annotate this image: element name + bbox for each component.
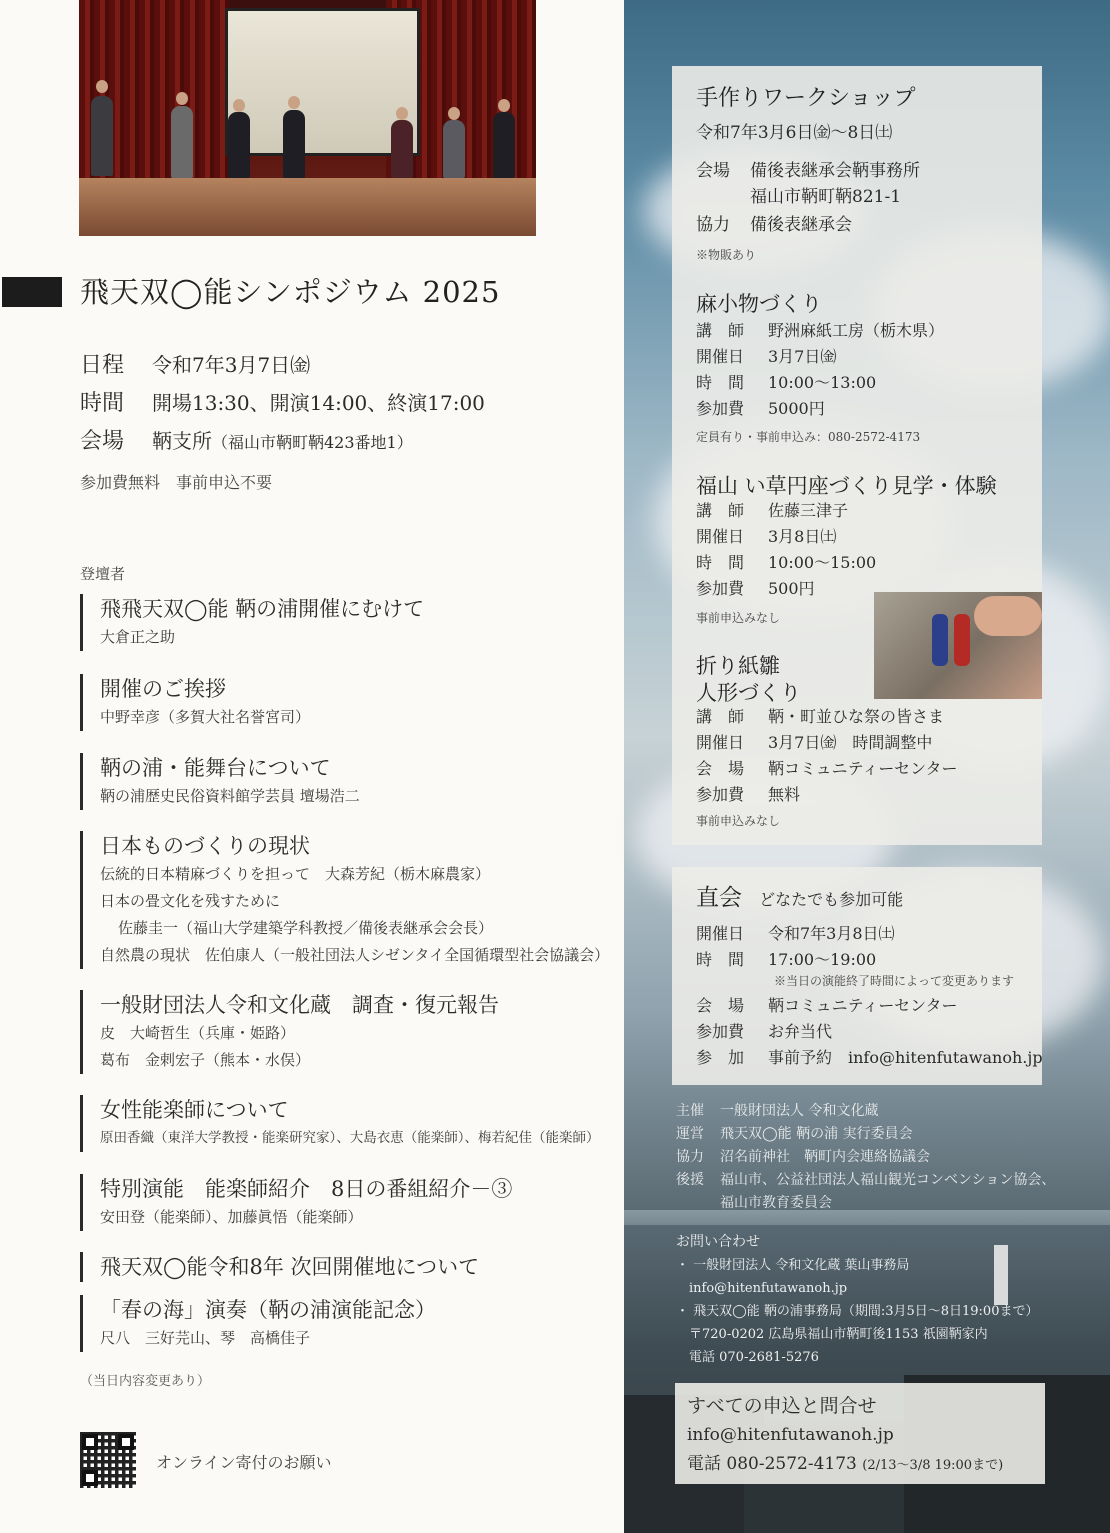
workshop-row bbox=[696, 704, 957, 730]
workshop-item-title: 麻小物づくり bbox=[696, 292, 822, 316]
stage-floor bbox=[79, 178, 536, 236]
workshop-item-rows bbox=[696, 318, 944, 422]
session-speaker: 尺八 三好芫山、琴 高橋佳子 bbox=[100, 1329, 311, 1347]
row-value: 鞆コミュニティーセンター bbox=[768, 996, 958, 1015]
panelist-head bbox=[96, 80, 108, 93]
all-inquiries-phone-note: (2/13～3/8 19:00まで) bbox=[862, 1458, 1004, 1473]
row-label: 時 間 bbox=[696, 553, 745, 572]
organizer-role: 主催 bbox=[676, 1103, 704, 1119]
workshop-item-note: 事前申込みなし bbox=[696, 814, 781, 828]
schedule-value: 令和7年3月7日㈮ bbox=[152, 353, 311, 377]
workshop-note: ※物販あり bbox=[696, 248, 757, 262]
naorai-row bbox=[696, 921, 1043, 947]
schedule-label: 日程 bbox=[80, 353, 125, 378]
naorai-rows bbox=[696, 921, 1043, 1071]
donation-link[interactable]: オンライン寄付のお願い bbox=[156, 1453, 332, 1472]
workshop-row bbox=[696, 370, 944, 396]
row-value: 佐藤三津子 bbox=[768, 501, 849, 520]
organizer-row bbox=[676, 1192, 1096, 1215]
panelist bbox=[283, 110, 305, 178]
workshop-row bbox=[696, 344, 944, 370]
organizer-row bbox=[676, 1169, 1096, 1192]
panelist bbox=[171, 106, 193, 178]
contact-address: 〒720-0202 広島県福山市鞆町後1153 祇園鞆家内 bbox=[676, 1327, 988, 1342]
contact-line: ・ 一般財団法人 令和文化蔵 葉山事務局 bbox=[676, 1258, 910, 1273]
session-item bbox=[80, 594, 600, 651]
session-speaker: 葛布 金剌宏子（熊本・水俣） bbox=[100, 1051, 311, 1069]
workshop-row bbox=[696, 396, 944, 422]
organizer-row bbox=[676, 1123, 1096, 1146]
hina-doll-photo bbox=[874, 592, 1042, 699]
naorai-panel bbox=[672, 867, 1042, 1085]
title-accent-bar bbox=[2, 277, 62, 307]
row-value: 10:00～13:00 bbox=[768, 373, 877, 392]
row-value: 500円 bbox=[768, 579, 815, 598]
row-value: 令和7年3月8日㈯ bbox=[768, 924, 895, 943]
changes-note: （当日内容変更あり） bbox=[80, 1374, 211, 1389]
row-label: 参加費 bbox=[696, 579, 745, 598]
organizer-name: 福山市教育委員会 bbox=[720, 1195, 832, 1211]
workshop-row bbox=[696, 550, 876, 576]
row-value: 鞆・町並ひな祭の皆さま bbox=[768, 707, 945, 726]
contact-phone[interactable]: 電話 070-2681-5276 bbox=[676, 1350, 819, 1365]
panelist-head bbox=[233, 99, 245, 112]
panelist bbox=[91, 96, 113, 176]
fee-note: 参加費無料 事前申込不要 bbox=[80, 473, 273, 492]
panelist bbox=[493, 112, 515, 178]
workshop-coop: 備後表継承会 bbox=[750, 215, 852, 235]
panelist-head bbox=[176, 92, 188, 105]
panelist-head bbox=[498, 99, 510, 112]
naorai-sub: どなたでも参加可能 bbox=[759, 890, 904, 909]
session-speaker: 中野幸彦（多賀大社名誉宮司） bbox=[100, 708, 311, 726]
organizer-name: 沼名前神社 鞆町内会連絡協議会 bbox=[720, 1149, 930, 1165]
session-title: 鞆の浦・能舞台について bbox=[100, 756, 331, 780]
naorai-row bbox=[696, 947, 1043, 973]
workshop-item-title: 福山 い草円座づくり見学・体験 bbox=[696, 474, 997, 498]
naorai-row bbox=[696, 993, 1043, 1019]
row-value: お弁当代 bbox=[768, 1022, 833, 1041]
organizer-role: 後援 bbox=[676, 1172, 704, 1188]
row-label: 講 師 bbox=[696, 321, 745, 340]
panelist-head bbox=[396, 107, 408, 120]
session-item bbox=[80, 1252, 600, 1282]
row-label: 参加費 bbox=[696, 785, 745, 804]
row-value: 3月7日㈮ bbox=[768, 347, 837, 366]
naorai-time-note: ※当日の演能終了時間によって変更あります bbox=[774, 974, 1015, 988]
qr-code-icon[interactable] bbox=[80, 1432, 136, 1488]
workshop-address: 福山市鞆町鞆821-1 bbox=[750, 187, 902, 207]
naorai-header bbox=[696, 879, 903, 912]
session-title: 一般財団法人令和文化蔵 調査・復元報告 bbox=[100, 993, 499, 1017]
session-speaker: 鞆の浦歴史民俗資料館学芸員 壇場浩二 bbox=[100, 787, 360, 805]
row-label: 時 間 bbox=[696, 950, 745, 969]
row-value: 10:00～15:00 bbox=[768, 553, 877, 572]
contact-email[interactable]: info@hitenfutawanoh.jp bbox=[676, 1281, 848, 1296]
row-label: 会 場 bbox=[696, 759, 745, 778]
row-value: 事前予約 info@hitenfutawanoh.jp bbox=[768, 1048, 1043, 1067]
row-label: 開催日 bbox=[696, 347, 745, 366]
session-item bbox=[80, 1295, 600, 1352]
row-label: 開催日 bbox=[696, 733, 745, 752]
row-value: 鞆コミュニティーセンター bbox=[768, 759, 958, 778]
session-speaker: 佐藤圭一（福山大学建築学科教授／備後表継承会会長） bbox=[118, 919, 494, 937]
organizers bbox=[676, 1100, 1096, 1215]
workshop-row bbox=[696, 576, 876, 602]
session-speaker: 伝統的日本精麻づくりを担って 大森芳紀（栃木麻農家） bbox=[100, 865, 491, 883]
session-item bbox=[80, 831, 610, 969]
row-value: 17:00～19:00 bbox=[768, 950, 877, 969]
row-label: 講 師 bbox=[696, 707, 745, 726]
row-label: 会 場 bbox=[696, 996, 745, 1015]
row-label: 参加費 bbox=[696, 1022, 745, 1041]
workshop-item-rows bbox=[696, 498, 876, 602]
session-item bbox=[80, 1095, 600, 1152]
row-value: 5000円 bbox=[768, 399, 825, 418]
workshop-row bbox=[696, 524, 876, 550]
row-value: 3月8日㈯ bbox=[768, 527, 837, 546]
contact-heading: お問い合わせ bbox=[676, 1234, 760, 1250]
workshop-row bbox=[696, 498, 876, 524]
schedule-row bbox=[80, 348, 600, 379]
session-speaker: 日本の畳文化を残すために bbox=[100, 892, 281, 910]
session-title: 開催のご挨拶 bbox=[100, 677, 226, 701]
time-value: 開場13:30、開演14:00、終演17:00 bbox=[152, 391, 485, 415]
workshop-row bbox=[696, 782, 957, 808]
all-inquiries-heading: すべての申込と問合せ bbox=[687, 1395, 877, 1417]
organizer-row bbox=[676, 1146, 1096, 1169]
session-speaker: 大倉正之助 bbox=[100, 628, 176, 646]
organizer-name: 一般財団法人 令和文化蔵 bbox=[720, 1103, 879, 1119]
session-speaker: 安田登（能楽師）、加藤眞悟（能楽師） bbox=[100, 1208, 363, 1226]
session-title: 飛天双◯能令和8年 次回開催地について bbox=[100, 1255, 480, 1279]
contact-section bbox=[676, 1231, 1096, 1369]
organizer-role: 協力 bbox=[676, 1149, 704, 1165]
all-inquiries-phone-row bbox=[687, 1450, 1033, 1480]
all-inquiries-phone[interactable]: 電話 080-2572-4173 bbox=[687, 1454, 857, 1474]
session-item bbox=[80, 1174, 600, 1231]
venue-value: 鞆支所 bbox=[152, 429, 212, 453]
time-label: 時間 bbox=[80, 391, 125, 416]
session-speaker: 自然農の現状 佐伯康人（一般社団法人シゼンタイ全国循環型社会協議会） bbox=[100, 946, 610, 964]
page-title: 飛天双◯能シンポジウム 2025 bbox=[80, 275, 501, 309]
session-title: 「春の海」演奏（鞆の浦演能記念） bbox=[100, 1298, 436, 1322]
panelist-head bbox=[448, 107, 460, 120]
workshop-venue: 備後表継承会鞆事務所 bbox=[750, 161, 920, 181]
workshop-coop-row bbox=[696, 212, 852, 238]
symposium-photo bbox=[79, 0, 536, 236]
workshop-venue-row bbox=[696, 158, 920, 184]
naorai-row bbox=[696, 1019, 1043, 1045]
panelist bbox=[391, 120, 413, 178]
all-inquiries-box bbox=[675, 1383, 1045, 1484]
session-title: 女性能楽師について bbox=[100, 1098, 289, 1122]
panelist bbox=[228, 112, 250, 178]
session-title: 日本ものづくりの現状 bbox=[100, 834, 310, 858]
session-item bbox=[80, 674, 600, 731]
workshop-row bbox=[696, 318, 944, 344]
workshop-dates: 令和7年3月6日㈮～8日㈯ bbox=[696, 123, 893, 143]
workshop-venue-label: 会場 bbox=[696, 161, 730, 181]
all-inquiries-email[interactable]: info@hitenfutawanoh.jp bbox=[687, 1425, 894, 1445]
workshop-item-note: 定員有り・事前申込み：080-2572-4173 bbox=[696, 430, 921, 444]
doll-figure bbox=[932, 614, 948, 666]
organizer-name: 福山市、公益社団法人福山観光コンベンション協会、 bbox=[720, 1172, 1056, 1188]
venue-row bbox=[80, 424, 600, 455]
workshop-item-rows bbox=[696, 704, 957, 808]
time-row bbox=[80, 386, 600, 417]
row-label: 参加費 bbox=[696, 399, 745, 418]
naorai-heading: 直会 bbox=[696, 885, 742, 911]
session-speaker: 原田香織（東洋大学教授・能楽研究家）、大島衣恵（能楽師）、梅若紀佳（能楽師） bbox=[100, 1130, 600, 1146]
row-label: 開催日 bbox=[696, 924, 745, 943]
doll-figure bbox=[954, 614, 970, 666]
row-value: 3月7日㈮ 時間調整中 bbox=[768, 733, 933, 752]
panelist bbox=[443, 120, 465, 178]
workshop-item-title: 折り紙雛 bbox=[696, 654, 780, 678]
workshop-row bbox=[696, 756, 957, 782]
workshop-item-note: 事前申込みなし bbox=[696, 611, 781, 625]
panelist-head bbox=[288, 96, 300, 109]
row-value: 無料 bbox=[768, 785, 801, 804]
naorai-row bbox=[696, 1045, 1043, 1071]
session-title: 特別演能 能楽師紹介 8日の番組紹介－③ bbox=[100, 1177, 513, 1201]
session-title: 飛飛天双◯能 鞆の浦開催にむけて bbox=[100, 597, 425, 621]
contact-line: ・ 飛天双◯能 鞆の浦事務局（期間:3月5日～8日19:00まで） bbox=[676, 1304, 1039, 1319]
workshop-item-title-2: 人形づくり bbox=[696, 681, 801, 705]
speakers-label: 登壇者 bbox=[80, 565, 126, 583]
row-label: 参 加 bbox=[696, 1048, 745, 1067]
workshop-coop-label: 協力 bbox=[696, 215, 730, 235]
session-item bbox=[80, 990, 600, 1074]
row-label: 時 間 bbox=[696, 373, 745, 392]
organizer-name: 飛天双◯能 鞆の浦 実行委員会 bbox=[720, 1126, 913, 1142]
workshop-row bbox=[696, 730, 957, 756]
organizer-role: 運営 bbox=[676, 1126, 704, 1142]
session-item bbox=[80, 753, 600, 810]
workshop-panel bbox=[672, 66, 1042, 845]
row-label: 講 師 bbox=[696, 501, 745, 520]
venue-label: 会場 bbox=[80, 429, 125, 454]
organizer-row bbox=[676, 1100, 1096, 1123]
venue-address: （福山市鞆町鞆423番地1） bbox=[212, 433, 413, 452]
hand-shape bbox=[974, 596, 1042, 636]
row-value: 野洲麻紙工房（栃木県） bbox=[768, 321, 945, 340]
row-label: 開催日 bbox=[696, 527, 745, 546]
workshop-heading: 手作りワークショップ bbox=[696, 86, 916, 111]
session-speaker: 皮 大崎哲生（兵庫・姫路） bbox=[100, 1024, 296, 1042]
